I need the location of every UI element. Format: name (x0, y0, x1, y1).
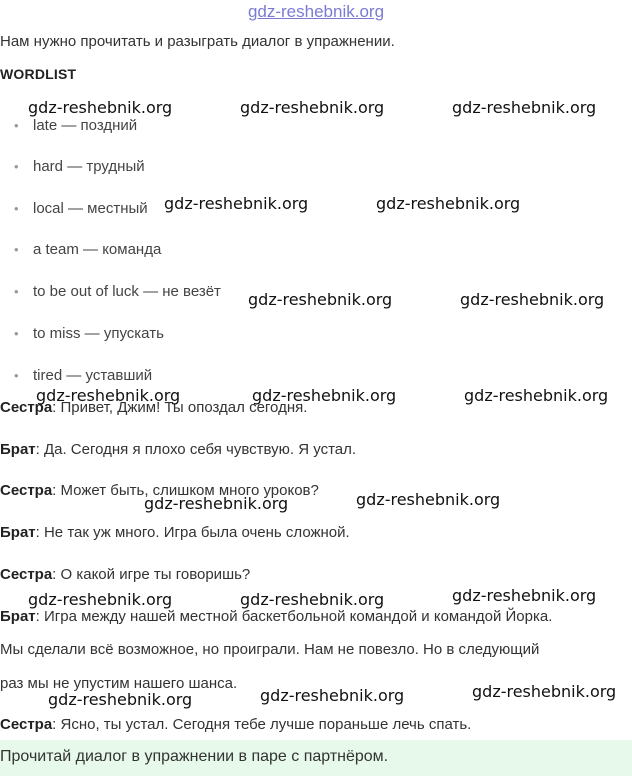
watermark: gdz-reshebnik.org (376, 194, 521, 213)
dialog-line: Брат: Не так уж много. Игра была очень сложной. (0, 524, 350, 541)
list-item: • late — поздний (14, 117, 138, 134)
watermark: gdz-reshebnik.org (248, 290, 393, 309)
watermark: gdz-reshebnik.org (28, 590, 173, 609)
list-item: • to be out of luck — не везёт (14, 283, 221, 300)
speaker: Брат (0, 608, 36, 625)
watermark: gdz-reshebnik.org (460, 290, 605, 309)
speaker: Сестра (0, 716, 53, 733)
dialog-line: Сестра: Ясно, ты устал. Сегодня тебе лучше пораньше лечь спать. (0, 716, 472, 733)
wordlist-heading: WORDLIST (0, 66, 77, 82)
dialog-continuation: Мы сделали всё возможное, но проиграли. Нам не повезло. Но в следующий (0, 641, 540, 658)
watermark: gdz-reshebnik.org (356, 490, 501, 509)
speaker: Брат (0, 441, 36, 458)
list-item: • a team — команда (14, 241, 162, 258)
watermark: gdz-reshebnik.org (252, 386, 397, 405)
watermark: gdz-reshebnik.org (452, 98, 597, 117)
list-item: • tired — уставший (14, 367, 153, 384)
bullet: • (14, 201, 19, 216)
watermark: gdz-reshebnik.org (240, 590, 385, 609)
watermark: gdz-reshebnik.org (144, 494, 289, 513)
bullet: • (14, 118, 19, 133)
speaker: Сестра (0, 399, 53, 416)
watermark: gdz-reshebnik.org (36, 386, 181, 405)
watermark: gdz-reshebnik.org (240, 98, 385, 117)
watermark: gdz-reshebnik.org (472, 682, 617, 701)
speaker: Брат (0, 524, 36, 541)
task-box (0, 740, 632, 776)
dialog-line: Сестра: Может быть, слишком много уроков? (0, 482, 319, 499)
speaker: Сестра (0, 566, 53, 583)
task-text: Прочитай диалог в упражнении в паре с партнёром. (0, 748, 389, 765)
list-item: • local — местный (14, 200, 148, 217)
bullet: • (14, 242, 19, 257)
dialog-line: Сестра: Привет, Джим! Ты опоздал сегодня. (0, 399, 308, 416)
dialog-continuation: раз мы не упустим нашего шанса. (0, 675, 238, 692)
bullet: • (14, 326, 19, 341)
watermark: gdz-reshebnik.org (260, 686, 405, 705)
watermark: gdz-reshebnik.org (464, 386, 609, 405)
bullet: • (14, 159, 19, 174)
intro-text: Нам нужно прочитать и разыграть диалог в упражнении. (0, 33, 395, 50)
bullet: • (14, 368, 19, 383)
dialog-line: Сестра: О какой игре ты говоришь? (0, 566, 251, 583)
bullet: • (14, 284, 19, 299)
dialog-line: Брат: Игра между нашей местной баскетбольной командой и командой Йорка. (0, 608, 553, 625)
speaker: Сестра (0, 482, 53, 499)
site-link[interactable]: gdz-reshebnik.org (247, 2, 385, 21)
watermark: gdz-reshebnik.org (28, 98, 173, 117)
watermark: gdz-reshebnik.org (452, 586, 597, 605)
watermark: gdz-reshebnik.org (164, 194, 309, 213)
watermark: gdz-reshebnik.org (48, 690, 193, 709)
list-item: • hard — трудный (14, 158, 145, 175)
dialog-line: Брат: Да. Сегодня я плохо себя чувствую. Я устал. (0, 441, 357, 458)
list-item: • to miss — упускать (14, 325, 164, 342)
